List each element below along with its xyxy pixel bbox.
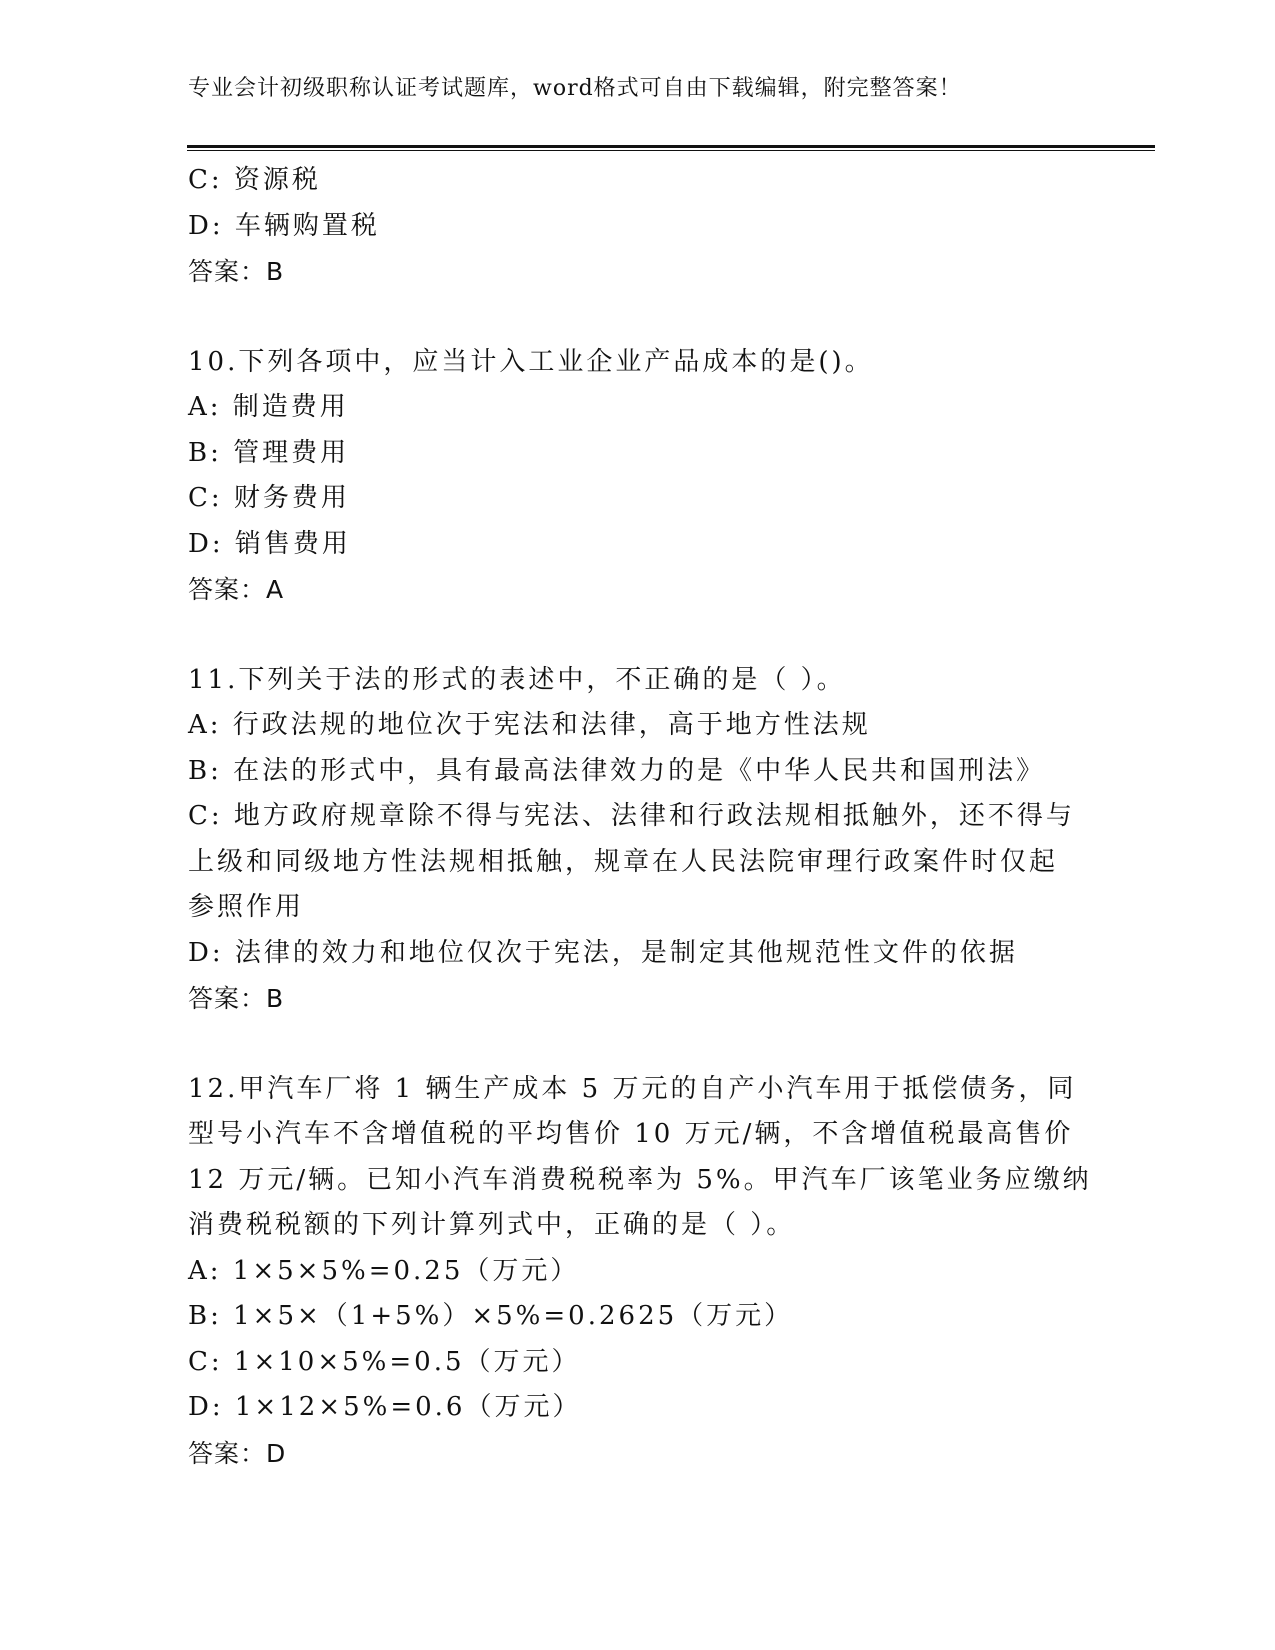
option-text: B: 在法的形式中，具有最高法律效力的是《中华人民共和国刑法》 bbox=[188, 755, 1046, 786]
question-spacer bbox=[188, 295, 1088, 340]
option-text: D: 销售费用 bbox=[188, 528, 351, 559]
header-rule bbox=[187, 145, 1155, 148]
question-text: 12 万元/辆。已知小汽车消费税税率为 5%。甲汽车厂该笔业务应缴纳 bbox=[188, 1164, 1092, 1195]
option-text: B: 1×5×（1+5%）×5%=0.2625（万元） bbox=[188, 1301, 794, 1331]
answer-line: 答案：B bbox=[188, 257, 285, 286]
header-rule-thin bbox=[187, 150, 1155, 151]
option-text: A: 行政法规的地位次于宪法和法律，高于地方性法规 bbox=[188, 710, 871, 740]
question-spacer bbox=[188, 1022, 1088, 1067]
option-text: 参照作用 bbox=[188, 892, 305, 922]
option-text: 上级和同级地方性法规相抵触，规章在人民法院审理行政案件时仅起 bbox=[188, 846, 1059, 877]
option-text: D: 法律的效力和地位仅次于宪法，是制定其他规范性文件的依据 bbox=[188, 937, 1018, 968]
question-list bbox=[188, 158, 1092, 1476]
option-text: C: 资源税 bbox=[188, 165, 321, 195]
answer-line: 答案：A bbox=[188, 575, 285, 604]
answer-line: 答案：B bbox=[188, 984, 285, 1013]
question-text: 11.下列关于法的形式的表述中，不正确的是（ ）。 bbox=[188, 664, 846, 695]
option-text: A: 1×5×5%=0.25（万元） bbox=[188, 1255, 580, 1286]
question-text: 消费税税额的下列计算列式中，正确的是（ ）。 bbox=[188, 1210, 796, 1240]
question-text: 12.甲汽车厂将 1 辆生产成本 5 万元的自产小汽车用于抵偿债务，同 bbox=[188, 1073, 1077, 1104]
option-text: C: 财务费用 bbox=[188, 483, 350, 513]
question-text: 10.下列各项中，应当计入工业企业产品成本的是()。 bbox=[188, 346, 874, 377]
question-spacer bbox=[188, 613, 1088, 658]
question-text: 型号小汽车不含增值税的平均售价 10 万元/辆，不含增值税最高售价 bbox=[188, 1119, 1074, 1149]
option-text: A: 制造费用 bbox=[188, 392, 349, 422]
page-header: 专业会计初级职称认证考试题库，word格式可自由下载编辑，附完整答案！ bbox=[188, 76, 962, 101]
option-text: B: 管理费用 bbox=[188, 437, 350, 468]
answer-line: 答案：D bbox=[188, 1438, 287, 1468]
option-text: D: 1×12×5%=0.6（万元） bbox=[188, 1392, 582, 1422]
option-text: C: 地方政府规章除不得与宪法、法律和行政法规相抵触外，还不得与 bbox=[188, 801, 1075, 831]
option-text: D: 车辆购置税 bbox=[188, 210, 380, 241]
option-text: C: 1×10×5%=0.5（万元） bbox=[188, 1346, 581, 1377]
